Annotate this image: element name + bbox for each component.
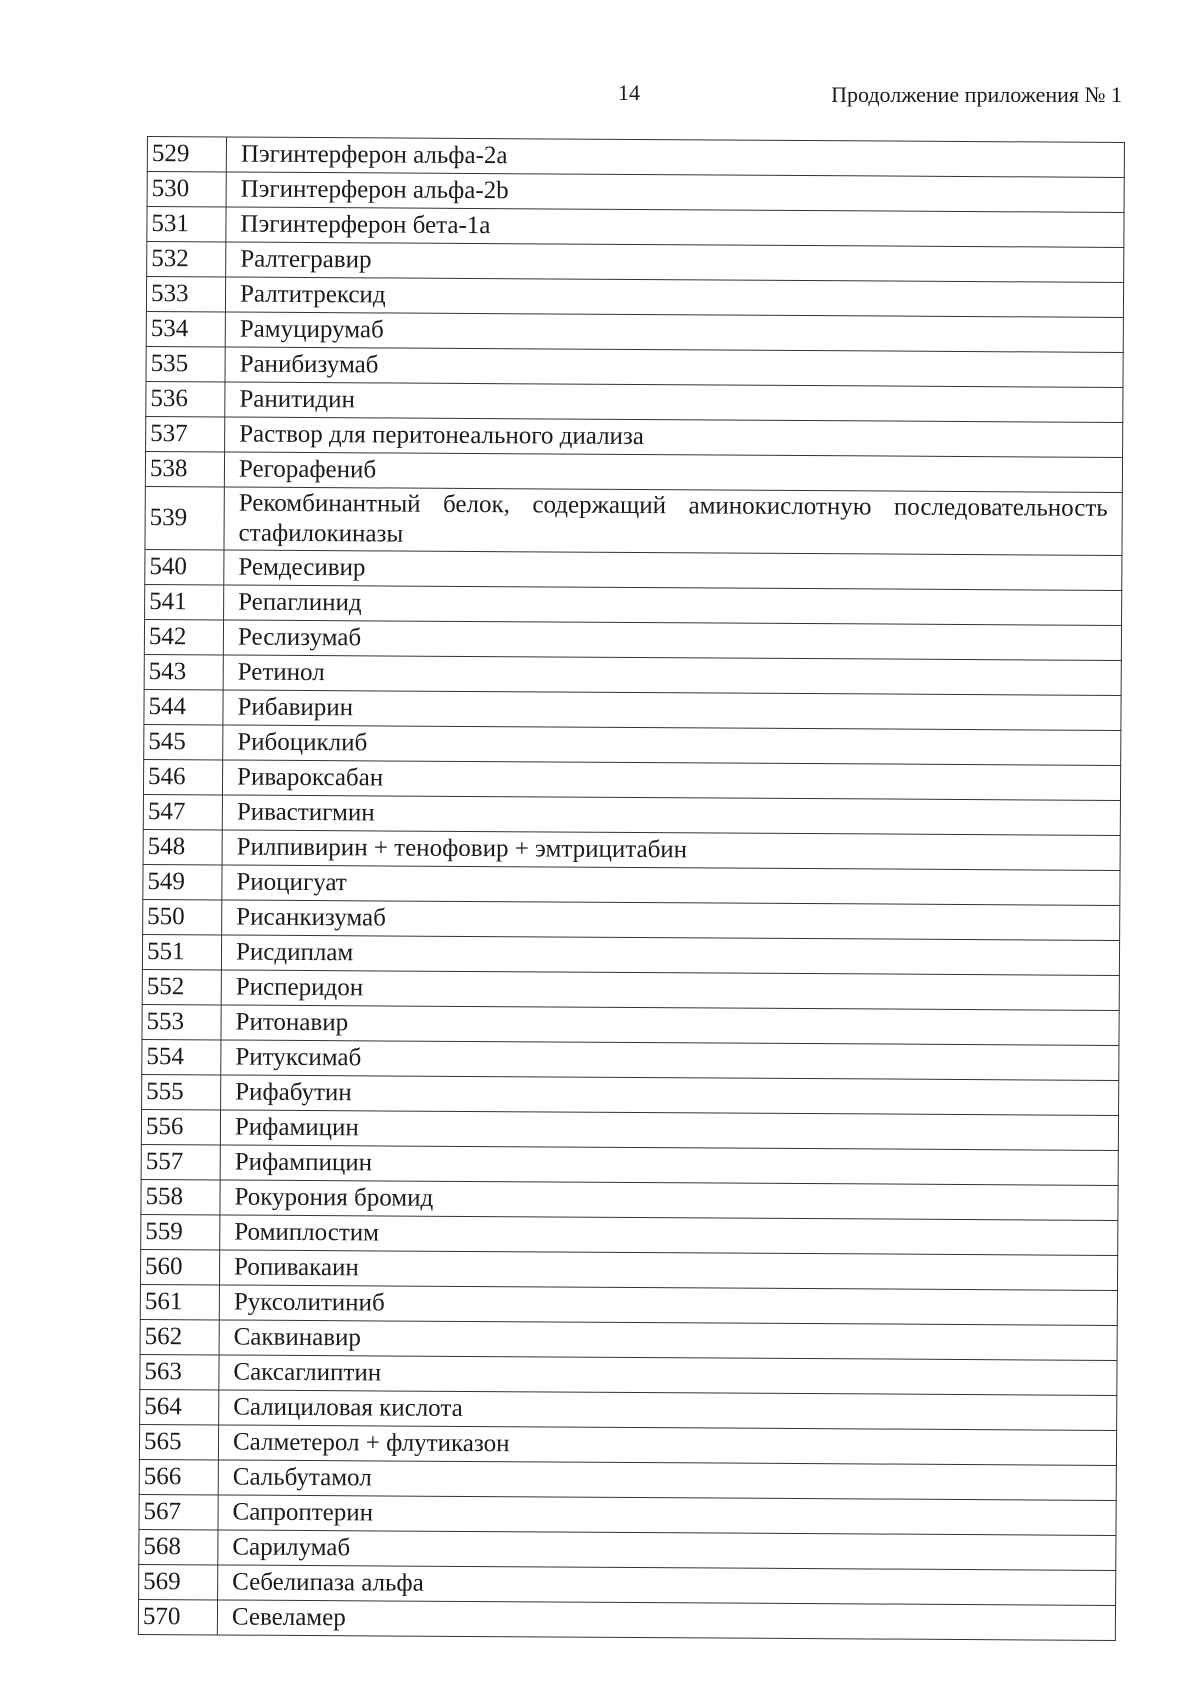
row-number: 553 xyxy=(142,1004,221,1039)
table-row xyxy=(140,1389,1117,1430)
table-row xyxy=(142,969,1119,1010)
table-row xyxy=(145,451,1122,492)
row-number: 564 xyxy=(140,1389,219,1424)
table-row xyxy=(143,864,1120,905)
drug-name: Рифабутин xyxy=(221,1075,1119,1115)
table-row xyxy=(139,1424,1116,1465)
table-row xyxy=(144,654,1121,695)
drug-name: Рифампицин xyxy=(220,1145,1118,1185)
row-number: 548 xyxy=(143,829,222,864)
drug-name: Рисперидон xyxy=(221,970,1119,1010)
page-number: 14 xyxy=(618,80,640,105)
table-row xyxy=(139,1564,1116,1605)
row-number: 559 xyxy=(141,1214,220,1249)
row-number: 537 xyxy=(146,416,225,451)
row-number: 563 xyxy=(140,1354,219,1389)
table-row xyxy=(139,1494,1116,1535)
table-row xyxy=(146,311,1123,352)
row-number: 568 xyxy=(139,1529,218,1564)
row-number: 549 xyxy=(143,864,222,899)
table-row xyxy=(145,486,1122,555)
drug-name: Руксолитиниб xyxy=(219,1285,1117,1325)
row-number: 562 xyxy=(140,1319,219,1354)
table-row xyxy=(140,1354,1117,1395)
drug-name: Ривастигмин xyxy=(222,795,1120,835)
table-row xyxy=(141,1144,1118,1185)
drug-name: Рибавирин xyxy=(223,690,1121,730)
table-row xyxy=(143,899,1120,940)
drug-name: Сапроптерин xyxy=(218,1495,1116,1535)
row-number: 566 xyxy=(139,1459,218,1494)
drug-name: Пэгинтерферон бета-1а xyxy=(226,207,1124,247)
drug-list-table xyxy=(138,136,1125,1641)
row-number: 567 xyxy=(139,1494,218,1529)
row-number: 547 xyxy=(143,794,222,829)
row-number: 556 xyxy=(141,1109,220,1144)
drug-name: Риоцигуат xyxy=(222,865,1120,905)
row-number: 534 xyxy=(146,311,225,346)
table-row xyxy=(140,1249,1117,1290)
table-row xyxy=(147,137,1124,178)
drug-name: Ривароксабан xyxy=(222,760,1120,800)
table-row xyxy=(142,934,1119,975)
table-row xyxy=(141,1109,1118,1150)
drug-name: Ралтегравир xyxy=(226,242,1124,282)
row-number: 557 xyxy=(141,1144,220,1179)
table-row xyxy=(142,1004,1119,1045)
row-number: 543 xyxy=(144,654,223,689)
drug-name: Ранитидин xyxy=(225,382,1123,422)
table-row xyxy=(147,172,1124,213)
drug-name: Ромиплостим xyxy=(220,1215,1118,1255)
row-number: 546 xyxy=(143,759,222,794)
drug-name: Рибоциклиб xyxy=(223,725,1121,765)
drug-list-body xyxy=(138,137,1124,1641)
table-row xyxy=(141,1179,1118,1220)
drug-name: Сальбутамол xyxy=(218,1460,1116,1500)
table-row xyxy=(144,724,1121,765)
drug-name: Ралтитрексид xyxy=(225,277,1123,317)
table-row xyxy=(142,1074,1119,1115)
table-row xyxy=(146,277,1123,318)
drug-name: Раствор для перитонеального диализа xyxy=(225,417,1123,457)
drug-name: Саквинавир xyxy=(219,1320,1117,1360)
row-number: 529 xyxy=(147,137,226,172)
drug-name: Рисдиплам xyxy=(221,935,1119,975)
table-row xyxy=(145,584,1122,625)
table-row xyxy=(144,689,1121,730)
drug-name: Салициловая кислота xyxy=(219,1390,1117,1430)
row-number: 539 xyxy=(145,486,224,549)
drug-name: Реслизумаб xyxy=(223,620,1121,660)
drug-name: Рисанкизумаб xyxy=(222,900,1120,940)
table-row xyxy=(140,1284,1117,1325)
table-row xyxy=(143,829,1120,870)
table-row xyxy=(145,549,1122,590)
drug-name: Ретинол xyxy=(223,655,1121,695)
row-number: 569 xyxy=(139,1564,218,1599)
drug-name: Регорафениб xyxy=(224,452,1122,492)
drug-name: Рилпивирин + тенофовир + эмтрицитабин xyxy=(222,830,1120,870)
table-row xyxy=(147,207,1124,248)
table-row xyxy=(143,794,1120,835)
row-number: 535 xyxy=(146,346,225,381)
drug-name: Пэгинтерферон альфа-2b xyxy=(226,172,1124,212)
row-number: 541 xyxy=(145,584,224,619)
drug-name: Ритонавир xyxy=(221,1005,1119,1045)
row-number: 542 xyxy=(144,619,223,654)
row-number: 555 xyxy=(142,1074,221,1109)
row-number: 536 xyxy=(146,381,225,416)
row-number: 561 xyxy=(140,1284,219,1319)
drug-name: Салметерол + флутиказон xyxy=(218,1425,1116,1465)
row-number: 565 xyxy=(139,1424,218,1459)
drug-name: Пэгинтерферон альфа-2а xyxy=(226,137,1124,177)
table-row xyxy=(140,1319,1117,1360)
row-number: 558 xyxy=(141,1179,220,1214)
table-row xyxy=(146,346,1123,387)
row-number: 532 xyxy=(147,242,226,277)
table-row xyxy=(139,1529,1116,1570)
drug-name: Рифамицин xyxy=(220,1110,1118,1150)
table-row xyxy=(138,1599,1115,1640)
drug-name: Репаглинид xyxy=(224,585,1122,625)
drug-name: Ремдесивир xyxy=(224,550,1122,590)
row-number: 551 xyxy=(142,934,221,969)
row-number: 550 xyxy=(143,899,222,934)
table-row xyxy=(141,1214,1118,1255)
appendix-continuation-note: Продолжение приложения № 1 xyxy=(831,82,1122,107)
table-row xyxy=(144,619,1121,660)
drug-name: Ранибизумаб xyxy=(225,347,1123,387)
row-number: 560 xyxy=(140,1249,219,1284)
drug-name: Себелипаза альфа xyxy=(218,1565,1116,1605)
row-number: 538 xyxy=(145,451,224,486)
table-row xyxy=(143,759,1120,800)
drug-name: Рокурония бромид xyxy=(220,1180,1118,1220)
table-row xyxy=(147,242,1124,283)
table-row xyxy=(142,1039,1119,1080)
row-number: 544 xyxy=(144,689,223,724)
row-number: 554 xyxy=(142,1039,221,1074)
table-row xyxy=(146,381,1123,422)
drug-name: Рамуцирумаб xyxy=(225,312,1123,352)
row-number: 533 xyxy=(146,277,225,312)
row-number: 540 xyxy=(145,549,224,584)
table-row xyxy=(146,416,1123,457)
table-row xyxy=(139,1459,1116,1500)
drug-name: Рекомбинантный белок, содержащий аминокислотную последовательность стафилокиназы xyxy=(224,487,1122,555)
row-number: 531 xyxy=(147,207,226,242)
drug-name: Саксаглиптин xyxy=(219,1355,1117,1395)
drug-name: Севеламер xyxy=(217,1600,1115,1640)
drug-name: Ропивакаин xyxy=(219,1250,1117,1290)
row-number: 570 xyxy=(138,1599,217,1634)
row-number: 552 xyxy=(142,969,221,1004)
row-number: 545 xyxy=(144,724,223,759)
drug-name: Ритуксимаб xyxy=(221,1040,1119,1080)
drug-name: Сарилумаб xyxy=(218,1530,1116,1570)
row-number: 530 xyxy=(147,172,226,207)
